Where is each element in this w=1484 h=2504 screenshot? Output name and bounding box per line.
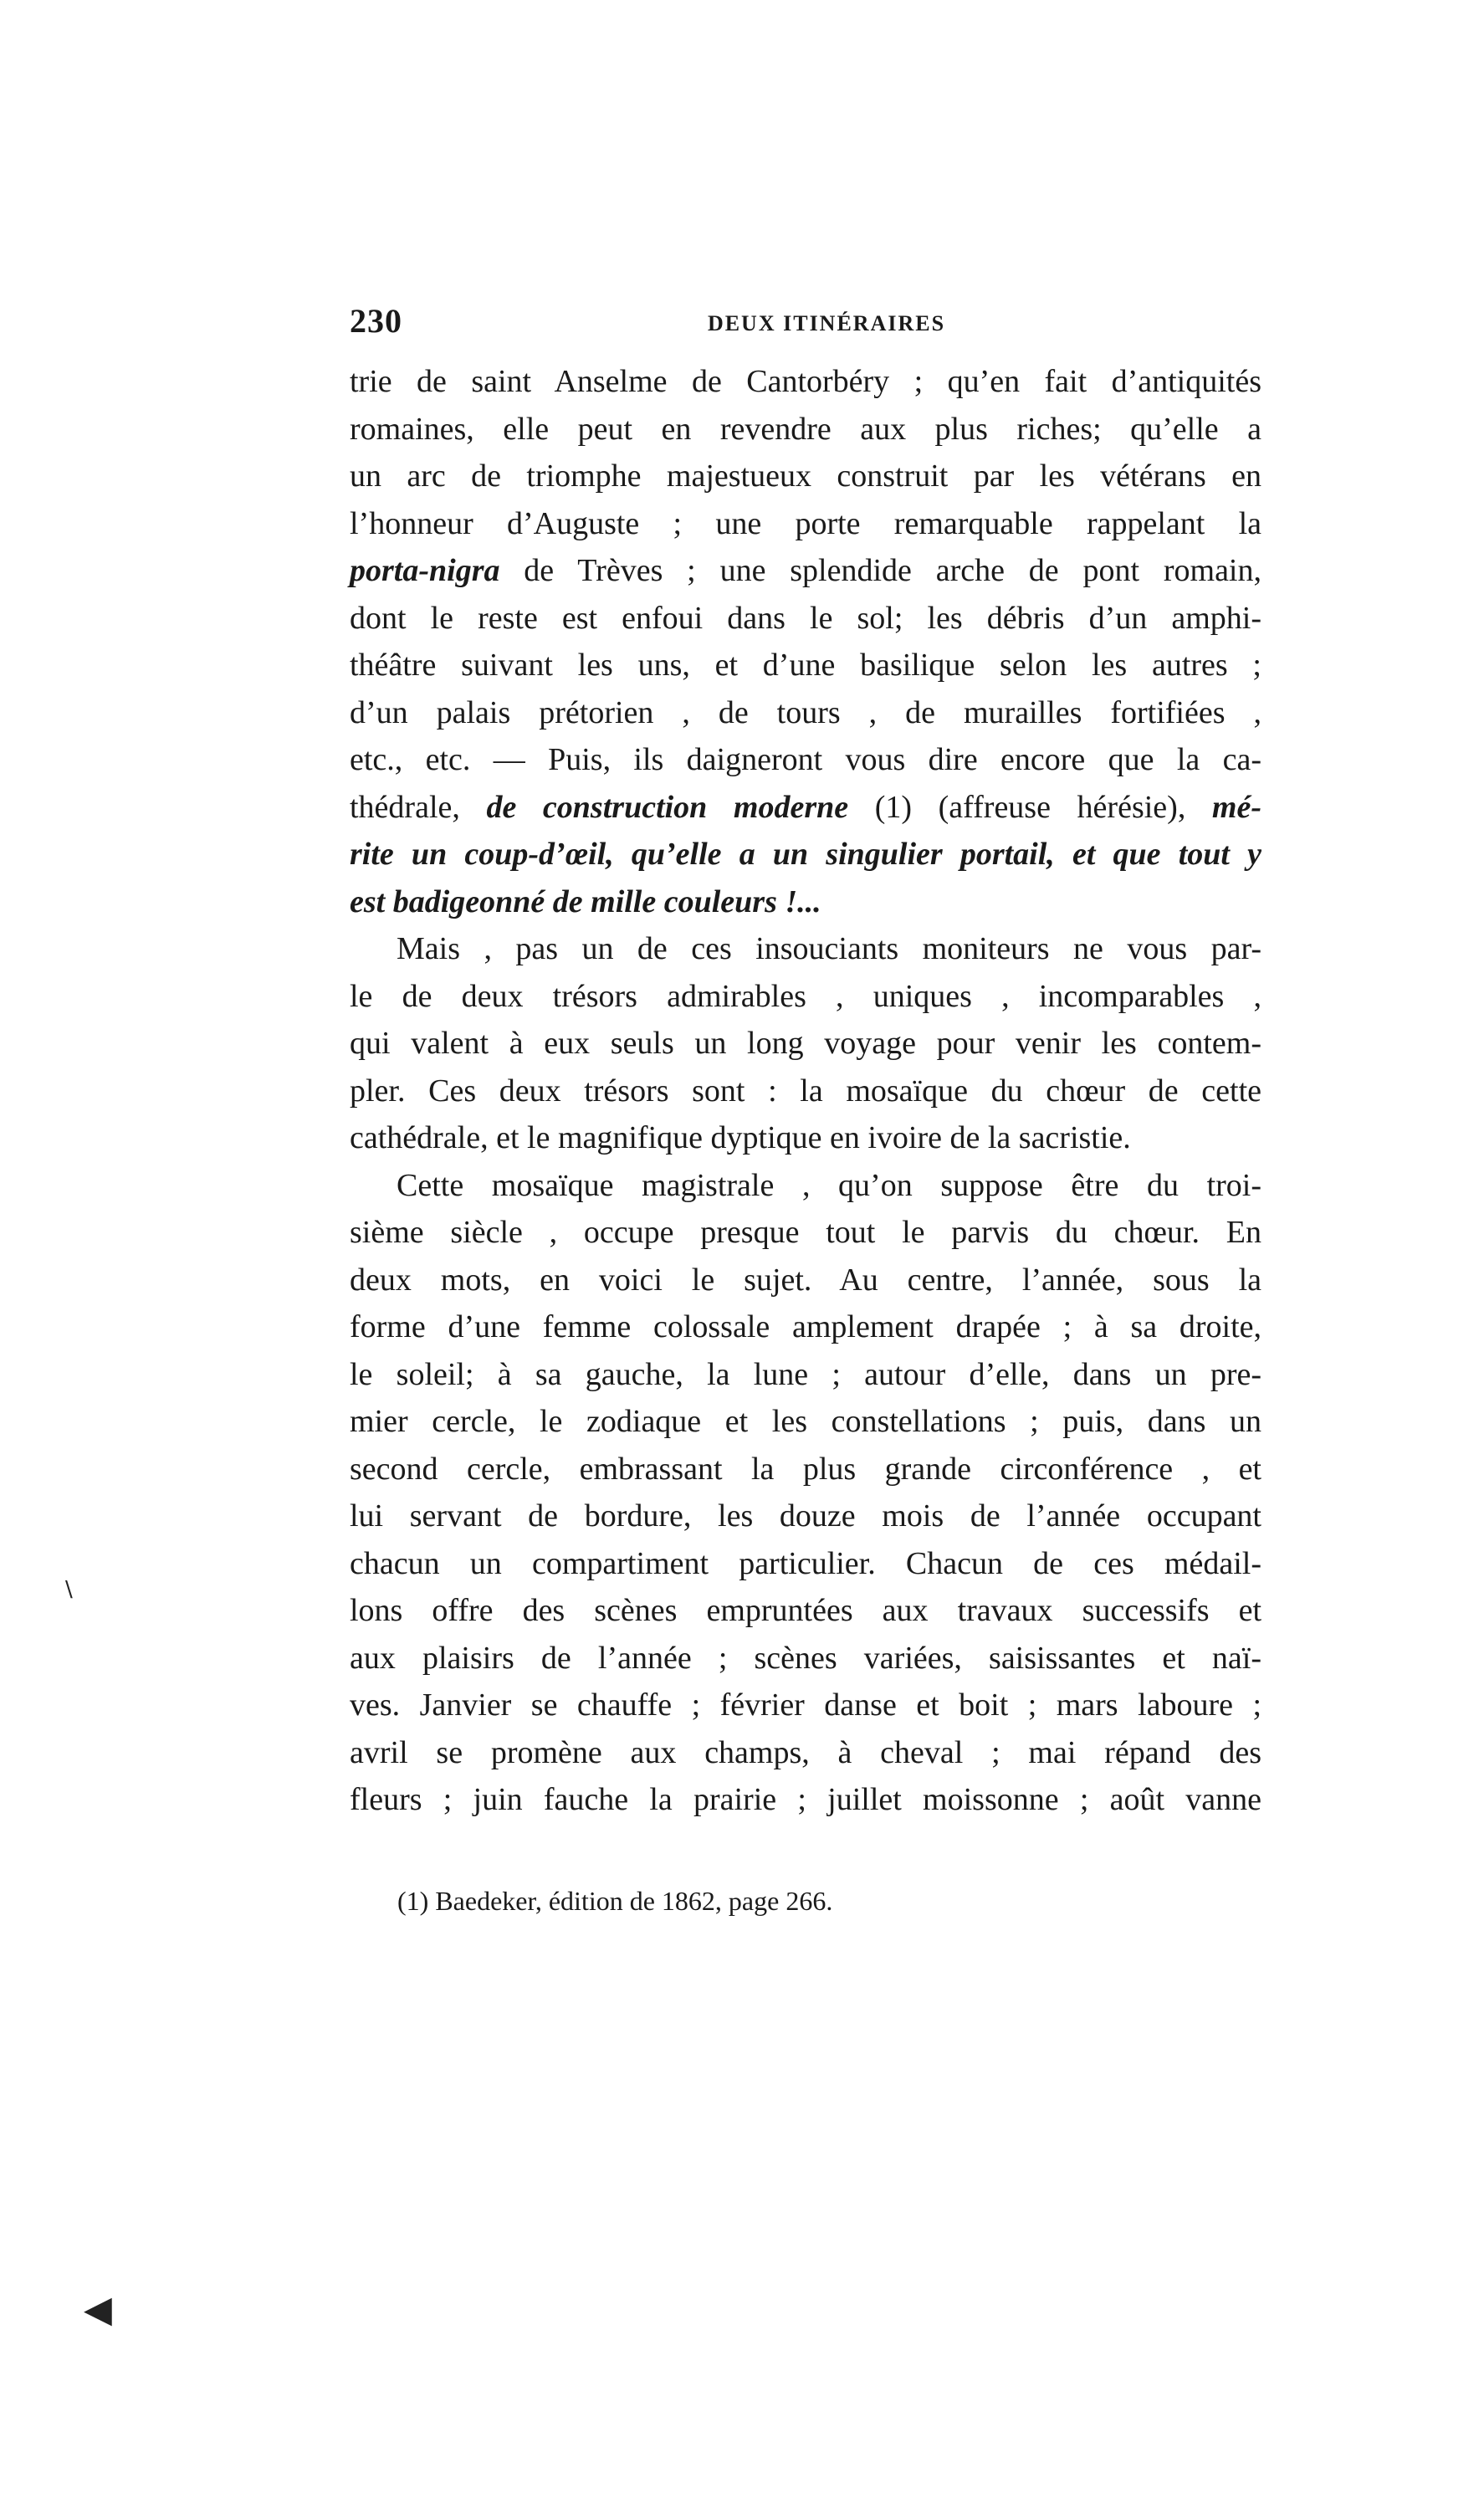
text-span: (1) (affreuse hérésie),: [848, 789, 1212, 825]
text-line: Mais , pas un de ces insouciants moniteurs ne vous par-: [397, 931, 1261, 966]
text-line: un arc de triomphe majestueux construit par les vétérans en: [350, 458, 1261, 494]
text-line: chacun un compartiment particulier. Chacun de ces médail-: [350, 1545, 1261, 1581]
tick-mark-icon: \: [65, 1577, 73, 1602]
text-line: sième siècle , occupe presque tout le parvis du chœur. En: [350, 1215, 1261, 1250]
text-line: Cette mosaïque magistrale , qu’on suppose être du troi-: [397, 1167, 1261, 1203]
text-line: romaines, elle peut en revendre aux plus riches; qu’elle a: [350, 411, 1261, 447]
text-line: etc., etc. — Puis, ils daigneront vous dire encore que la ca-: [350, 742, 1261, 777]
text-line: d’un palais prétorien , de tours , de murailles fortifiées ,: [350, 694, 1261, 730]
arrow-mark-icon: ◀: [84, 2288, 112, 2331]
text-line: rite un coup-d’œil, qu’elle a un singulier portail, et que tout y: [350, 837, 1261, 872]
text-line: deux mots, en voici le sujet. Au centre, l’année, sous la: [350, 1262, 1261, 1298]
text-line: lui servant de bordure, les douze mois de l’année occupant: [350, 1498, 1261, 1534]
text-line: le de deux trésors admirables , uniques , incomparables ,: [350, 978, 1261, 1014]
text-line: qui valent à eux seuls un long voyage pour venir les contem-: [350, 1026, 1261, 1061]
page-number: 230: [350, 302, 402, 340]
italic-phrase: de construction moderne: [486, 789, 849, 825]
footnote: (1) Baedeker, édition de 1862, page 266.: [397, 1886, 833, 1916]
text-line: dont le reste est enfoui dans le sol; les débris d’un amphi-: [350, 600, 1261, 636]
text-line: cathédrale, et le magnifique dyptique en ivoire de la sacristie.: [350, 1120, 1131, 1155]
text-line: ves. Janvier se chauffe ; février danse et boit ; mars laboure ;: [350, 1687, 1261, 1723]
italic-term: porta-nigra: [350, 553, 500, 588]
text-line: mier cercle, le zodiaque et les constellations ; puis, dans un: [350, 1404, 1261, 1439]
text-span: thédrale,: [350, 789, 487, 825]
text-line: [350, 547, 1261, 595]
text-line: fleurs ; juin fauche la prairie ; juillet moissonne ; août vanne: [350, 1782, 1261, 1817]
text-line: [350, 784, 1261, 832]
running-title: DEUX ITINÉRAIRES: [707, 311, 946, 335]
text-line: aux plaisirs de l’année ; scènes variées, saisissantes et naï-: [350, 1640, 1261, 1676]
text-line: pler. Ces deux trésors sont : la mosaïque du chœur de cette: [350, 1073, 1261, 1109]
text-line: trie de saint Anselme de Cantorbéry ; qu’en fait d’antiquités: [350, 364, 1261, 399]
text-line: l’honneur d’Auguste ; une porte remarquable rappelant la: [350, 505, 1261, 541]
text-line: forme d’une femme colossale amplement drapée ; à sa droite,: [350, 1309, 1261, 1344]
text-line: est badigeonné de mille couleurs !...: [350, 883, 821, 919]
text-line: théâtre suivant les uns, et d’une basilique selon les autres ;: [350, 648, 1261, 683]
text-line: le soleil; à sa gauche, la lune ; autour d’elle, dans un pre-: [350, 1356, 1261, 1392]
text-line: lons offre des scènes empruntées aux travaux successifs et: [350, 1593, 1261, 1628]
italic-phrase: mé-: [1211, 789, 1261, 825]
body-text: [350, 358, 1261, 1824]
text-line: second cercle, embrassant la plus grande circonférence , et: [350, 1451, 1261, 1487]
text-span: de Trèves ; une splendide arche de pont romain,: [499, 553, 1261, 588]
page-header: [350, 301, 1261, 343]
text-line: avril se promène aux champs, à cheval ; mai répand des: [350, 1734, 1261, 1770]
